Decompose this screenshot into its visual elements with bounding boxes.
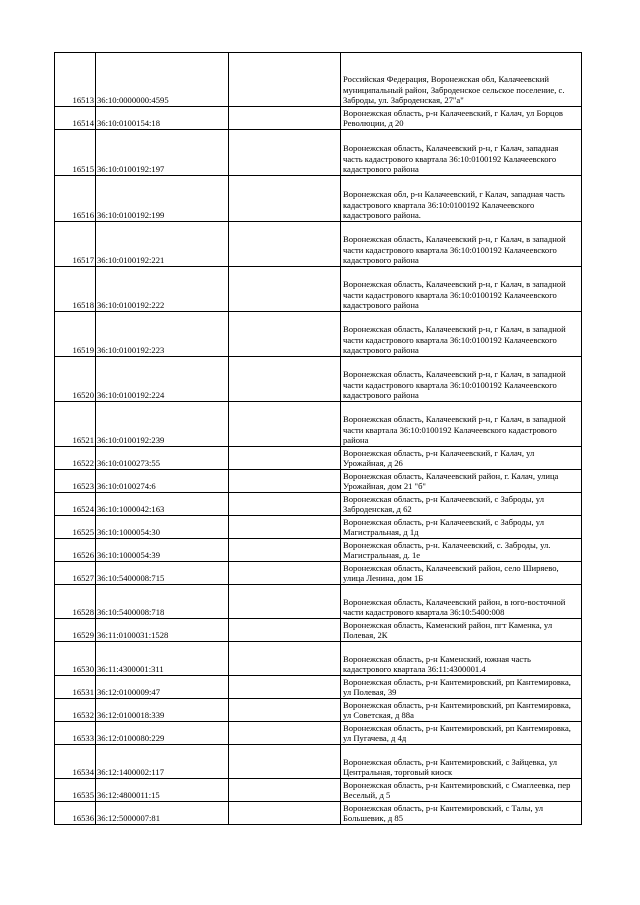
empty-cell	[229, 642, 341, 676]
cadastral-number: 36:10:0100192:223	[96, 312, 229, 357]
row-number: 16529	[55, 619, 96, 642]
row-number: 16519	[55, 312, 96, 357]
table-row	[55, 53, 582, 107]
cadastral-number: 36:11:4300001:311	[96, 642, 229, 676]
empty-cell	[229, 107, 341, 130]
address: Воронежская область, р-н Калачеевский, с Заброды, ул Заброденская, д 62	[341, 493, 582, 516]
cadastral-number: 36:12:1400002:117	[96, 745, 229, 779]
table-row	[55, 470, 582, 493]
address: Воронежская область, р-н Кантемировский, с Зайцевка, ул Центральная, торговый киоск	[341, 745, 582, 779]
table-row	[55, 176, 582, 222]
row-number: 16534	[55, 745, 96, 779]
cadastral-number: 36:10:5400008:715	[96, 562, 229, 585]
cadastral-number: 36:10:0100192:224	[96, 357, 229, 402]
empty-cell	[229, 470, 341, 493]
table-row	[55, 619, 582, 642]
cadastral-number: 36:10:0100274:6	[96, 470, 229, 493]
address: Воронежская область, р-н Кантемировский, рп Кантемировка, ул Полевая, 39	[341, 676, 582, 699]
cadastral-number: 36:10:0100192:221	[96, 222, 229, 267]
table-row	[55, 676, 582, 699]
empty-cell	[229, 402, 341, 447]
table-row	[55, 402, 582, 447]
address: Воронежская область, Калачеевский район, в юго-восточной части кадастрового квартала 36:10:5400:008	[341, 585, 582, 619]
table-row	[55, 585, 582, 619]
address: Воронежская область, р-н Кантемировский, с Смаглеевка, пер Веселый, д 5	[341, 779, 582, 802]
cadastral-number: 36:10:0100154:18	[96, 107, 229, 130]
row-number: 16522	[55, 447, 96, 470]
empty-cell	[229, 676, 341, 699]
row-number: 16525	[55, 516, 96, 539]
row-number: 16531	[55, 676, 96, 699]
table-row	[55, 357, 582, 402]
row-number: 16526	[55, 539, 96, 562]
address: Воронежская область, Калачеевский район, г. Калач, улица Урожайная, дом 21 "б"	[341, 470, 582, 493]
address: Воронежская область, Калачеевский р-н, г Калач, в западной части кадастрового квартала 36:10:0100192 Калачеевского кадастрового района	[341, 357, 582, 402]
row-number: 16521	[55, 402, 96, 447]
cadastral-number: 36:10:0000000:4595	[96, 53, 229, 107]
table-row	[55, 312, 582, 357]
cadastral-number: 36:10:0100192:199	[96, 176, 229, 222]
cadastral-number: 36:10:1000054:30	[96, 516, 229, 539]
table-row	[55, 722, 582, 745]
table-row	[55, 130, 582, 176]
address: Воронежская область, р-н Калачеевский, г Калач, ул Урожайная, д 26	[341, 447, 582, 470]
cadastral-number: 36:12:5000007:81	[96, 802, 229, 825]
table-row	[55, 699, 582, 722]
address: Воронежская область, р-н Калачеевский, с Заброды, ул Магистральная, д 1д	[341, 516, 582, 539]
empty-cell	[229, 493, 341, 516]
empty-cell	[229, 722, 341, 745]
row-number: 16517	[55, 222, 96, 267]
cadastral-number: 36:12:0100080:229	[96, 722, 229, 745]
cadastral-number: 36:10:1000042:163	[96, 493, 229, 516]
row-number: 16514	[55, 107, 96, 130]
empty-cell	[229, 562, 341, 585]
address: Воронежская область, р-н Кантемировский, рп Кантемировка, ул Пугачева, д 4д	[341, 722, 582, 745]
empty-cell	[229, 53, 341, 107]
row-number: 16520	[55, 357, 96, 402]
address: Воронежская область, Калачеевский р-н, г Калач, в западной части квартала 36:10:0100192 Калачеевского кадастрового района	[341, 402, 582, 447]
row-number: 16530	[55, 642, 96, 676]
row-number: 16528	[55, 585, 96, 619]
address: Воронежская область, р-н Калачеевский, г Калач, ул Борцов Революции, д 20	[341, 107, 582, 130]
row-number: 16518	[55, 267, 96, 312]
empty-cell	[229, 699, 341, 722]
empty-cell	[229, 516, 341, 539]
row-number: 16523	[55, 470, 96, 493]
table-row	[55, 222, 582, 267]
cadastral-number: 36:12:4800011:15	[96, 779, 229, 802]
cadastral-number: 36:11:0100031:1528	[96, 619, 229, 642]
address: Воронежская обл, р-н Калачеевский, г Калач, западная часть кадастрового квартала 36:10:0100192 Калачеевского кадастрового района.	[341, 176, 582, 222]
address: Воронежская область, Калачеевский р-н, г Калач, в западной части кадастрового квартала 36:10:0100192 Калачеевского кадастрового района	[341, 267, 582, 312]
empty-cell	[229, 585, 341, 619]
address: Воронежская область, Каменский район, пгт Каменка, ул Полевая, 2К	[341, 619, 582, 642]
cadastral-table	[54, 52, 582, 825]
address: Воронежская область, Калачеевский район, село Ширяево, улица Ленина, дом 1Б	[341, 562, 582, 585]
row-number: 16513	[55, 53, 96, 107]
table-row	[55, 107, 582, 130]
empty-cell	[229, 176, 341, 222]
cadastral-number: 36:12:0100009:47	[96, 676, 229, 699]
empty-cell	[229, 779, 341, 802]
table-row	[55, 562, 582, 585]
address: Воронежская область, р-н Каменский, южная часть кадастрового квартала 36:11:4300001.4	[341, 642, 582, 676]
row-number: 16524	[55, 493, 96, 516]
row-number: 16515	[55, 130, 96, 176]
row-number: 16527	[55, 562, 96, 585]
table-row	[55, 802, 582, 825]
cadastral-number: 36:10:0100192:239	[96, 402, 229, 447]
row-number: 16536	[55, 802, 96, 825]
empty-cell	[229, 312, 341, 357]
cadastral-number: 36:12:0100018:339	[96, 699, 229, 722]
empty-cell	[229, 619, 341, 642]
table-row	[55, 642, 582, 676]
address: Воронежская область, р-н Кантемировский, с Талы, ул Большевик, д 85	[341, 802, 582, 825]
table-row	[55, 779, 582, 802]
empty-cell	[229, 447, 341, 470]
address: Воронежская область, Калачеевский р-н, г Калач, в западной части кадастрового квартала 36:10:0100192 Калачеевского кадастрового района	[341, 312, 582, 357]
row-number: 16533	[55, 722, 96, 745]
empty-cell	[229, 802, 341, 825]
empty-cell	[229, 267, 341, 312]
empty-cell	[229, 130, 341, 176]
address: Воронежская область, р-н. Калачеевский, с. Заброды, ул. Магистральная, д. 1е	[341, 539, 582, 562]
table-row	[55, 493, 582, 516]
table-row	[55, 539, 582, 562]
address: Воронежская область, р-н Кантемировский, рп Кантемировка, ул Советская, д 88а	[341, 699, 582, 722]
empty-cell	[229, 745, 341, 779]
table-row	[55, 447, 582, 470]
cadastral-number: 36:10:1000054:39	[96, 539, 229, 562]
row-number: 16535	[55, 779, 96, 802]
empty-cell	[229, 357, 341, 402]
cadastral-number: 36:10:0100192:197	[96, 130, 229, 176]
address: Воронежская область, Калачеевский р-н, г Калач, в западной части кадастрового квартала 36:10:0100192 Калачеевского кадастрового района	[341, 222, 582, 267]
cadastral-number: 36:10:0100273:55	[96, 447, 229, 470]
empty-cell	[229, 222, 341, 267]
empty-cell	[229, 539, 341, 562]
row-number: 16516	[55, 176, 96, 222]
table-row	[55, 745, 582, 779]
row-number: 16532	[55, 699, 96, 722]
cadastral-number: 36:10:5400008:718	[96, 585, 229, 619]
table-row	[55, 516, 582, 539]
address: Воронежская область, Калачеевский р-н, г Калач, западная часть кадастрового квартала 36:10:0100192 Калачеевского кадастрового района	[341, 130, 582, 176]
cadastral-number: 36:10:0100192:222	[96, 267, 229, 312]
address: Российская Федерация, Воронежская обл, Калачеевский муниципальный район, Заброденское сельское поселение, с. Заброды, ул. Заброденская, 27"а"	[341, 53, 582, 107]
table-row	[55, 267, 582, 312]
